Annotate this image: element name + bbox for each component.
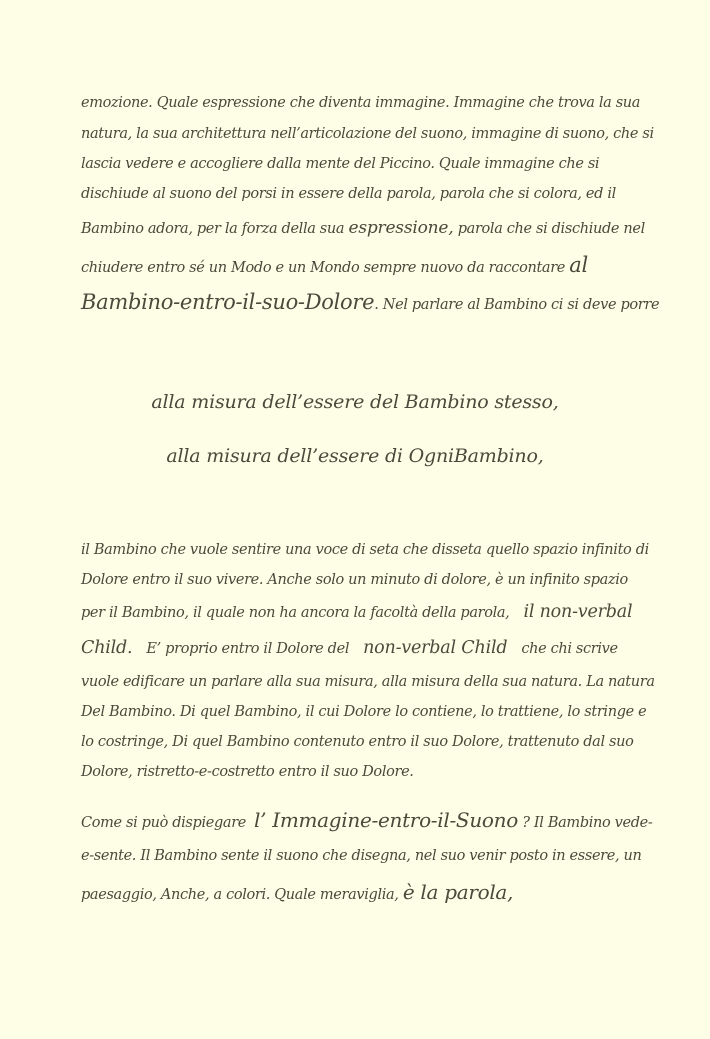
text-line: dischiude al suono del porsi in essere della parola, parola che si colora, ed il — [81, 186, 616, 202]
text-line: Dolore entro il suo vivere. Anche solo un minuto di dolore, è un infinito spazio — [81, 572, 628, 588]
emphasis-span: Child. — [81, 638, 133, 658]
emphasis-span: espressione, — [348, 218, 454, 238]
text-span: che chi scrive — [521, 641, 618, 657]
text-span: parola che si dischiude nel — [453, 221, 645, 237]
text-line: emozione. Quale espressione che diventa immagine. Immagine che trova la sua — [81, 95, 641, 111]
text-line: lo costringe, Di quel Bambino contenuto entro il suo Dolore, trattenuto dal suo — [81, 734, 634, 750]
text-line: Dolore, ristretto-e-costretto entro il suo Dolore. — [81, 764, 414, 780]
text-span: ? Il Bambino vede- — [517, 815, 653, 831]
text-line — [81, 808, 652, 832]
text-line: Del Bambino. Di quel Bambino, il cui Dolore lo contiene, lo trattiene, lo stringe e — [81, 704, 647, 720]
text-span: Bambino adora, per la forza della sua — [81, 221, 349, 237]
centered-line-2: alla misura dell’essere di OgniBambino, — [166, 445, 544, 467]
text-line: e-sente. Il Bambino sente il suono che disegna, nel suo venir posto in essere, un — [81, 848, 642, 864]
text-span: E’ proprio entro il Dolore del — [146, 641, 350, 657]
text-line: natura, la sua architettura nell’articolazione del suono, immagine di suono, che si — [81, 126, 654, 142]
centered-line-1: alla misura dell’essere del Bambino stesso, — [151, 391, 559, 413]
emphasis-span: al — [569, 253, 588, 277]
emphasis-span: Bambino-entro-il-suo-Dolore — [81, 290, 375, 314]
text-line: vuole edificare un parlare alla sua misura, alla misura della sua natura. La natura — [81, 674, 655, 690]
text-line: lascia vedere e accogliere dalla mente del Piccino. Quale immagine che si — [81, 156, 600, 172]
text-span: paesaggio, Anche, a colori. Quale meraviglia, — [81, 887, 403, 903]
text-line — [81, 218, 645, 238]
text-span: per il Bambino, il quale non ha ancora la facoltà della parola, — [81, 605, 510, 621]
text-span: Come si può dispiegare — [81, 815, 247, 831]
text-line: il Bambino che vuole sentire una voce di seta che disseta quello spazio infinito di — [81, 542, 649, 558]
text-line — [81, 290, 659, 314]
emphasis-span: il non-verbal — [523, 602, 633, 622]
text-line — [81, 880, 513, 904]
emphasis-span: è la parola, — [402, 880, 514, 904]
emphasis-span: l’ Immagine-entro-il-Suono — [254, 808, 518, 832]
text-line — [81, 638, 618, 658]
emphasis-span: non-verbal Child — [363, 638, 508, 658]
text-line — [81, 253, 588, 277]
text-line — [81, 602, 632, 622]
text-span: chiudere entro sé un Modo e un Mondo sempre nuovo da raccontare — [81, 260, 570, 276]
text-span: . Nel parlare al Bambino ci si deve porre — [374, 297, 660, 313]
